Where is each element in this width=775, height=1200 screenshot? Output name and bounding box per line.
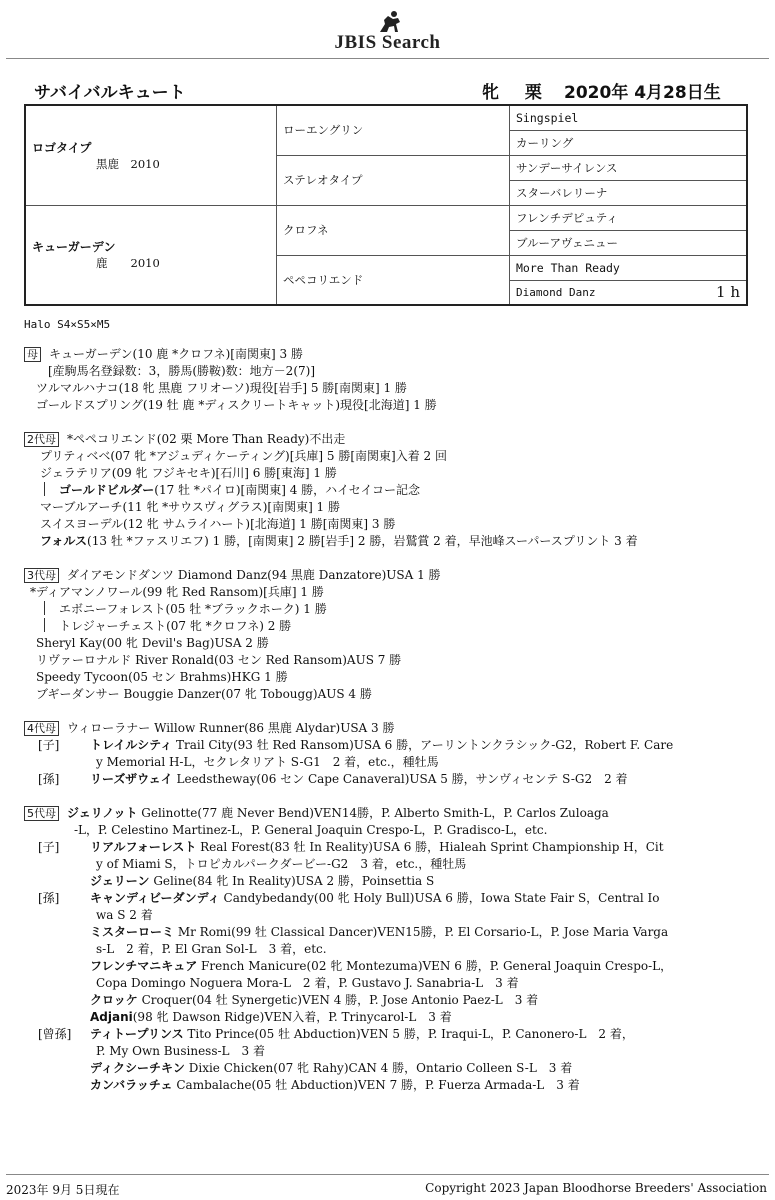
relation-label: [子] (38, 840, 60, 854)
section-5th-dam (24, 805, 764, 1094)
jbis-logo (0, 6, 775, 54)
record-line: s-L 2 着，P. El Gran Sol-L 3 着，etc. (96, 942, 327, 956)
section-tag: 母 (24, 347, 41, 362)
record-line: (17 牡 *パイロ)[南関東] 4 勝，ハイセイコー記念 (154, 483, 420, 497)
horse-name-bold: ティトープリンス (90, 1027, 184, 1041)
record-line: Trail City(93 牡 Red Ransom)USA 6 勝，アーリントンクラシック-G2，Robert F. Care (172, 738, 674, 752)
pedigree-sire-sire[interactable]: ローエングリン (277, 105, 510, 155)
pedigree-dss[interactable]: フレンチデピュティ (510, 205, 748, 230)
horse-name-bold: キャンディビーダンディ (90, 891, 220, 905)
pedigree-dsd[interactable]: ブルーアヴェニュー (510, 230, 748, 255)
pedigree-sss[interactable]: Singspiel (510, 105, 748, 130)
record-line: スイスヨーデル(12 牝 サムライハート)[北海道] 1 勝[南関東] 3 勝 (40, 517, 396, 531)
section-4th-dam (24, 720, 764, 788)
horse-name-bold: フレンチマニキュア (90, 959, 198, 973)
section-3rd-dam (24, 567, 764, 703)
horse-name-bold: フォルス (40, 534, 88, 548)
record-line: マーブルアーチ(11 牝 *サウスヴィグラス)[南関東] 1 勝 (40, 500, 341, 514)
pedigree-table (24, 104, 748, 306)
pedigree-ddd-note: 1 h (716, 282, 740, 301)
pedigree-dam-sire[interactable]: クロフネ (277, 205, 510, 255)
record-line: [産駒馬名登録数：3，勝馬(勝鞍)数：地方－2(7)] (48, 364, 315, 378)
family-record (24, 346, 764, 1111)
record-line: (13 牡 *ファスリエフ) 1 勝，[南関東] 2 勝[岩手] 2 勝，岩鷲賞 2 着，早池峰スーパースプリント 3 着 (87, 534, 638, 548)
record-line: Cambalache(05 牡 Abduction)VEN 7 勝，P. Fuerza Armada-L 3 着 (172, 1078, 580, 1092)
horse-name-bold: リアルフォーレスト (90, 840, 197, 854)
record-line: Gelinotte(77 鹿 Never Bend)VEN14勝，P. Alberto Smith-L，P. Carlos Zuloaga (137, 806, 609, 820)
pedigree-sire-dam[interactable]: ステレオタイプ (277, 155, 510, 205)
sire-meta: 黒鹿 2010 (96, 156, 160, 171)
record-line: y Memorial H-L，セクレタリアト S-G1 2 着，etc.，種牡馬 (96, 755, 439, 769)
relation-label: [曾孫] (38, 1027, 72, 1041)
record-line: y of Miami S，トロピカルパークダービー-G2 3 着，etc.，種牡馬 (96, 857, 467, 871)
relation-label: [孫] (38, 772, 60, 786)
record-line: wa S 2 着 (96, 908, 153, 922)
record-line: -L，P. Celestino Martinez-L，P. General Joaquin Crespo-L，P. Gradisco-L，etc. (74, 823, 548, 837)
horse-name-bold: カンバラッチェ (90, 1078, 173, 1092)
logo-text: JBIS Search (334, 32, 441, 53)
record-line: Speedy Tycoon(05 セン Brahms)HKG 1 勝 (36, 670, 288, 684)
record-line: Dixie Chicken(07 牝 Rahy)CAN 4 勝，Ontario Colleen S-L 3 着 (184, 1061, 573, 1075)
horse-name-bold: トレイルシティ (90, 738, 173, 752)
dam-name: キューガーデン (32, 240, 116, 255)
copyright: Copyright 2023 Japan Bloodhorse Breeders' Association (425, 1181, 767, 1195)
pedigree-dam[interactable] (25, 205, 277, 305)
record-line: リヴァーロナルド River Ronald(03 セン Red Ransom)AUS 7 勝 (36, 653, 402, 667)
horse-name-bold: クロッケ (90, 993, 138, 1007)
record-line: Mr Romi(99 牡 Classical Dancer)VEN15勝，P. El Corsario-L，P. Jose Maria Varga (174, 925, 669, 939)
record-line: トレジャーチェスト(07 牝 *クロフネ) 2 勝 (59, 619, 292, 633)
pedigree-dam-dam[interactable]: ペペコリエンド (277, 255, 510, 305)
horse-name-bold: ゴールドビルダー (59, 483, 155, 497)
section-2nd-dam (24, 431, 764, 550)
record-line: Tito Prince(05 牡 Abduction)VEN 5 勝，P. Iraqui-L，P. Canonero-L 2 着， (183, 1027, 634, 1041)
record-line: *ペペコリエンド(02 栗 More Than Ready)不出走 (67, 432, 346, 446)
relation-label: [子] (38, 738, 60, 752)
record-line: Sheryl Kay(00 牝 Devil's Bag)USA 2 勝 (36, 636, 269, 650)
tree-bar (44, 482, 45, 496)
horse-rider-icon (376, 10, 406, 36)
record-line: プリティベベ(07 牝 *アジュディケーティング)[兵庫] 5 勝[南関東]入着 2 回 (40, 449, 447, 463)
bottom-divider (6, 1174, 769, 1175)
record-line: P. My Own Business-L 3 着 (96, 1044, 265, 1058)
section-tag: 5代母 (24, 806, 59, 821)
horse-name-bold: ディクシーチキン (90, 1061, 185, 1075)
record-line: ブギーダンサー Bouggie Danzer(07 牝 Tobougg)AUS 4 勝 (36, 687, 372, 701)
section-tag: 2代母 (24, 432, 59, 447)
inbreeding-note: Halo S4×S5×M5 (24, 318, 111, 331)
pedigree-sds[interactable]: サンデーサイレンス (510, 155, 748, 180)
birth-date: 2020年 4月28日生 (564, 83, 721, 103)
record-line: (98 牝 Dawson Ridge)VEN入着，P. Trinycarol-L 3 着 (132, 1010, 452, 1024)
record-line: Real Forest(83 牡 In Reality)USA 6 勝，Hialeah Sprint Championship H，Cit (196, 840, 664, 854)
horse-name-bold: ミスターローミ (90, 925, 175, 939)
record-line: Copa Domingo Noguera Mora-L 2 着，P. Gustavo J. Sanabria-L 3 着 (96, 976, 519, 990)
sire-name: ロゴタイプ (32, 140, 92, 155)
pedigree-sire[interactable] (25, 105, 277, 205)
dam-meta: 鹿 2010 (96, 256, 160, 271)
horse-name: サバイバルキュート (34, 83, 186, 103)
horse-name-bold: Adjani (90, 1010, 133, 1024)
record-line: Geline(84 牝 In Reality)USA 2 勝，Poinsettia S (149, 874, 435, 888)
record-line: エボニーフォレスト(05 牡 *ブラックホーク) 1 勝 (59, 602, 327, 616)
section-tag: 3代母 (24, 568, 59, 583)
pedigree-ddd-name: Diamond Danz (516, 286, 596, 300)
record-line: ツルマルハナコ(18 牝 黒鹿 フリオーソ)現役[岩手] 5 勝[南関東] 1 勝 (36, 381, 407, 395)
pedigree-dds[interactable]: More Than Ready (510, 255, 748, 280)
record-line: Croquer(04 牡 Synergetic)VEN 4 勝，P. Jose Antonio Paez-L 3 着 (137, 993, 539, 1007)
pedigree-ddd[interactable] (510, 280, 748, 305)
relation-label: [孫] (38, 891, 60, 905)
sex-color: 牝 栗 (482, 83, 552, 103)
section-dam (24, 346, 764, 414)
record-line: French Manicure(02 牝 Montezuma)VEN 6 勝，P. General Joaquin Crespo-L， (197, 959, 673, 973)
top-divider (6, 58, 769, 59)
horse-name-bold: ジェリーン (90, 874, 150, 888)
record-line: キューガーデン(10 鹿 *クロフネ)[南関東] 3 勝 (49, 347, 303, 361)
record-line: ゴールドスプリング(19 牡 鹿 *ディスクリートキャット)現役[北海道] 1 勝 (36, 398, 437, 412)
pedigree-sdd[interactable]: スターバレリーナ (510, 180, 748, 205)
horse-name-bold: リーズザウェイ (90, 772, 173, 786)
tree-bar (44, 601, 45, 615)
pedigree-ssd[interactable]: カーリング (510, 130, 748, 155)
horse-name-bold: ジェリノット (67, 806, 138, 820)
record-line: ウィローラナー Willow Runner(86 黒鹿 Alydar)USA 3 勝 (67, 721, 395, 735)
as-of-date: 2023年 9月 5日現在 (6, 1183, 120, 1197)
record-line: Candybedandy(00 牝 Holy Bull)USA 6 勝，Iowa State Fair S，Central Io (219, 891, 660, 905)
record-line: ダイアモンドダンツ Diamond Danz(94 黒鹿 Danzatore)USA 1 勝 (67, 568, 441, 582)
record-line: ジェラテリア(09 牝 フジキセキ)[石川] 6 勝[東海] 1 勝 (40, 466, 337, 480)
record-line: *ディアマンノワール(99 牝 Red Ransom)[兵庫] 1 勝 (30, 585, 324, 599)
tree-bar (44, 618, 45, 632)
section-tag: 4代母 (24, 721, 59, 736)
record-line: Leedstheway(06 セン Cape Canaveral)USA 5 勝，サンヴィセンテ S-G2 2 着 (172, 772, 628, 786)
